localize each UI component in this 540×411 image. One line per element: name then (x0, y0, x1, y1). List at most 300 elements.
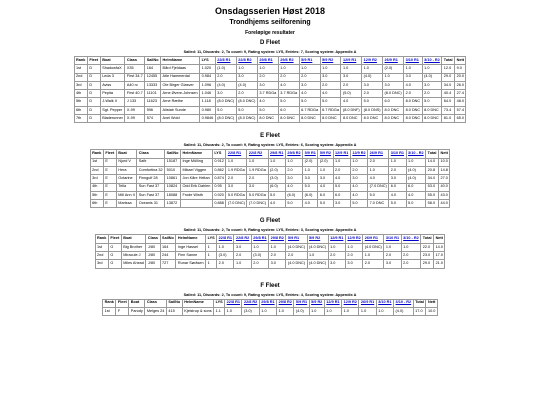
table-row (74, 106, 466, 114)
table-cell: 5010 (165, 166, 181, 174)
table-cell: 2.0 (236, 90, 257, 98)
table-cell: 11623 (145, 98, 161, 106)
table-cell: 5.0 (422, 98, 442, 106)
fleet-title: F Fleet (260, 282, 280, 289)
table-cell: 4.0 (257, 98, 278, 106)
table-cell: 64.0 (442, 98, 455, 106)
race-column-header[interactable]: 3/10 R1 (389, 150, 406, 158)
race-column-header[interactable]: 12/9 R2 (345, 235, 362, 243)
column-header: HelmName (161, 57, 200, 65)
table-cell: 2.0 (363, 260, 384, 268)
table-cell: 8.0 DNC (422, 115, 442, 123)
table-cell: 1.0 (307, 252, 328, 260)
table-cell: 574 (145, 115, 161, 123)
table-cell: 4.0 (299, 90, 320, 98)
table-cell: 5.0 (362, 98, 383, 106)
table-cell: First 34.7 (125, 73, 145, 81)
table-cell: (2.0) (383, 65, 404, 73)
table-cell: 5.0 (215, 106, 236, 114)
race-column-header[interactable]: 5/9 R2 (309, 299, 324, 307)
table-cell: 1.0 (225, 307, 242, 315)
table-cell: 1.0 (251, 243, 268, 251)
table-cell: 1.0 (309, 307, 324, 315)
table-cell: 27.4 (455, 90, 466, 98)
table-cell: 1.118 (200, 98, 216, 106)
table-cell: 2.0 (217, 260, 234, 268)
table-cell: 3.0 (362, 81, 383, 89)
results-table (74, 56, 467, 123)
column-header: Nett (434, 235, 445, 243)
table-cell: 3.0 (333, 200, 350, 208)
table-cell: D (87, 98, 100, 106)
fleet-meta: Sailed: 11, Discards: 2, To count: 9, Rating system: LYS, Entries: 7, Scoring system: Appendix A (183, 50, 357, 54)
table-cell: 3rd (74, 81, 87, 89)
table-cell: 3rd (95, 260, 108, 268)
table-cell: 8.0 DNC (404, 98, 423, 106)
table-cell: 1.0 (422, 65, 442, 73)
table-cell: 244 (160, 252, 176, 260)
table-cell: (4.0 DNC) (307, 260, 328, 268)
table-cell: 2.0 (389, 166, 406, 174)
table-cell: 5.0 (236, 106, 257, 114)
race-column-header[interactable]: 3/10 R1 (376, 299, 393, 307)
table-cell: Arne Øvere-Johnsen (161, 90, 200, 98)
table-cell: 5.0 (285, 200, 302, 208)
column-header: Total (413, 299, 426, 307)
table-cell: (2.0) (303, 158, 318, 166)
table-cell: 1.0 (277, 307, 294, 315)
race-column-header[interactable]: 5/9 R2 (320, 57, 341, 65)
table-row (95, 252, 445, 260)
column-header: Class (125, 57, 145, 65)
race-column-header[interactable]: 3/10 - R2 (422, 57, 442, 65)
table-row (90, 200, 450, 208)
table-cell: (4.0) (422, 73, 442, 81)
race-column-header[interactable]: 5/9 R1 (286, 235, 307, 243)
race-column-header[interactable]: 12/9 R2 (342, 299, 359, 307)
race-column-header[interactable]: 22/8 R2 (234, 235, 251, 243)
table-cell: 7th (74, 115, 87, 123)
table-row (90, 166, 450, 174)
table-cell: 57.4 (455, 106, 466, 114)
race-column-header[interactable]: 12/9 R1 (324, 299, 341, 307)
table-cell: 1.0 (384, 243, 401, 251)
table-cell: 11101 (145, 90, 161, 98)
table-cell: 26.0 (455, 81, 466, 89)
table-cell: 8.0 DNC (278, 115, 299, 123)
race-column-header[interactable]: 26/9 R1 (383, 57, 404, 65)
table-cell: Mikael Viggen (180, 166, 212, 174)
column-header: Fleet (103, 150, 116, 158)
table-cell: 0.920 (212, 191, 226, 199)
table-cell: Oceanis 31 (137, 200, 165, 208)
table-cell: Parody (129, 307, 145, 315)
table-cell: X-99 (125, 106, 145, 114)
table-cell: D (87, 115, 100, 123)
table-cell: 596 (145, 106, 161, 114)
table-cell: 3.7 RDGa (257, 90, 278, 98)
table-cell: E (103, 166, 116, 174)
column-header: LYS (200, 57, 216, 65)
table-cell: 6.0 (278, 106, 299, 114)
table-cell: 3.0 (234, 243, 251, 251)
table-cell: 3.0 (257, 81, 278, 89)
table-cell: (8.0 DNC) (236, 115, 257, 123)
table-cell: 8.0 DNC (404, 115, 423, 123)
table-cell: 1 (206, 243, 217, 251)
table-cell: 2.0 (368, 158, 389, 166)
table-cell: 1.0 (285, 158, 302, 166)
results-page (0, 6, 540, 316)
table-cell: (7.0 DNC) (226, 200, 247, 208)
results-status: Foreløpige resultater (245, 30, 295, 36)
table-cell: G (108, 252, 121, 260)
table-cell: 34.0 (426, 175, 439, 183)
table-cell: 8.0 DNC (383, 115, 404, 123)
race-column-header[interactable]: 29/8 R2 (285, 150, 302, 158)
table-cell: 164 (160, 243, 176, 251)
column-header: SailNo (165, 150, 181, 158)
table-cell: 13872 (165, 200, 181, 208)
results-table (102, 299, 438, 317)
race-column-header[interactable]: 5/9 R2 (318, 150, 333, 158)
table-cell: 12.0 (442, 65, 455, 73)
table-cell: 6th (90, 200, 103, 208)
table-cell: 48.0 (455, 98, 466, 106)
table-cell: 12455 (145, 73, 161, 81)
table-cell: Alistair Sunde (161, 106, 200, 114)
table-cell: 5.0 (299, 98, 320, 106)
table-cell: J/80 (146, 260, 160, 268)
table-cell: 2.0 (362, 90, 383, 98)
column-header: Class (145, 299, 167, 307)
table-cell: 1 (206, 260, 217, 268)
table-cell: 0.874 (212, 175, 226, 183)
table-cell: Sun Fast 37 (137, 183, 165, 191)
table-cell: 1.9 RDGa (247, 166, 268, 174)
table-cell: 5.0 (268, 191, 285, 199)
fleet-section (0, 218, 540, 268)
table-cell: (8.0 DNC) (215, 98, 236, 106)
table-cell: 27.0 (438, 175, 449, 183)
race-column-header[interactable]: 3/10 - R2 (406, 150, 426, 158)
table-cell: 6.0 (406, 183, 426, 191)
table-cell: E (103, 175, 116, 183)
table-cell: 1.0 (333, 158, 350, 166)
race-column-header[interactable]: 26/9 R1 (363, 235, 384, 243)
table-cell: 6th (74, 106, 87, 114)
table-row (74, 73, 466, 81)
table-cell: 4.0 (350, 183, 367, 191)
table-cell: 1.0 (268, 158, 285, 166)
table-cell: 3.0 (320, 73, 341, 81)
race-column-header[interactable]: 22/8 R2 (242, 299, 259, 307)
race-column-header[interactable]: 12/9 R1 (328, 235, 345, 243)
table-cell: Bård Fjeldaas (161, 65, 200, 73)
race-column-header[interactable]: 12/9 R1 (341, 57, 362, 65)
table-cell: 1.0 (342, 307, 359, 315)
table-cell: 4th (74, 90, 87, 98)
table-cell: 22.0 (421, 243, 434, 251)
table-cell: J/80 (146, 243, 160, 251)
table-cell: 10.0 (426, 307, 437, 315)
table-cell: 2.0 (341, 81, 362, 89)
race-column-header[interactable]: 29/8 R2 (277, 299, 294, 307)
column-header: Fleet (116, 299, 129, 307)
table-cell: X35 (125, 65, 145, 73)
table-cell: 1.0 (247, 158, 268, 166)
table-cell: Inge Hassel (176, 243, 206, 251)
table-header-row (103, 299, 438, 307)
table-cell: 5.0 (278, 98, 299, 106)
table-cell: 9.0 (455, 65, 466, 73)
table-cell: 5.0 (257, 106, 278, 114)
table-cell: 17.0 (413, 307, 426, 315)
race-column-header[interactable]: 3/10 - R2 (401, 235, 421, 243)
table-cell: 20.0 (455, 73, 466, 81)
table-cell: 1.020 (200, 65, 216, 73)
table-cell: (8.0 DNF) (341, 106, 362, 114)
table-cell: 4.0 (368, 175, 389, 183)
table-cell: 2.0 (422, 90, 442, 98)
table-cell: 1st (103, 307, 116, 315)
table-cell: (2.0) (268, 166, 285, 174)
column-header: Nett (455, 57, 466, 65)
table-cell: 3.0 (422, 81, 442, 89)
table-cell: 43.0 (438, 191, 449, 199)
table-cell: 1.0 (269, 243, 286, 251)
race-column-header[interactable]: 5/9 R1 (299, 57, 320, 65)
club-name: Trondhjems seilforening (229, 19, 311, 26)
table-cell: (4.0) (394, 307, 414, 315)
table-cell: ShadowfaX (100, 65, 125, 73)
table-cell: 20.8 (426, 166, 439, 174)
table-cell: 2.0 (350, 166, 367, 174)
table-cell: 4.0 (278, 81, 299, 89)
race-column-header[interactable]: 12/9 R2 (362, 57, 383, 65)
table-cell: 2.0 (299, 73, 320, 81)
table-cell: D (87, 65, 100, 73)
race-column-header[interactable]: 3/10 R1 (384, 235, 401, 243)
race-column-header[interactable]: 22/8 R1 (226, 150, 247, 158)
results-table (95, 234, 446, 268)
column-header: HelmName (182, 299, 213, 307)
race-column-header[interactable]: 22/8 R2 (247, 150, 268, 158)
table-cell: 1.0 (350, 158, 367, 166)
table-cell: 1.0 (324, 307, 341, 315)
table-cell: 6.0 (318, 191, 333, 199)
table-cell: Runar Sørāsen (176, 260, 206, 268)
table-cell: J-Walk II (100, 98, 125, 106)
table-row (74, 90, 466, 98)
table-cell: 55.0 (426, 191, 439, 199)
table-cell: 6.0 (333, 191, 350, 199)
table-cell: 34.0 (442, 81, 455, 89)
table-cell: Octarine (116, 175, 136, 183)
race-column-header[interactable]: 29/8 R2 (269, 235, 286, 243)
race-column-header[interactable]: 3/10 - R2 (394, 299, 414, 307)
table-cell: 4.0 (320, 90, 341, 98)
table-cell: 1.0 (259, 307, 276, 315)
table-cell: 1.0 (217, 243, 234, 251)
table-cell: 415 (166, 307, 182, 315)
table-cell: Big Brother (121, 243, 146, 251)
table-cell: 1st (74, 65, 87, 73)
table-cell: (4.0) (362, 73, 383, 81)
table-cell: 21.0 (434, 260, 445, 268)
race-column-header[interactable]: 29/8 R1 (257, 57, 278, 65)
table-cell: 1.0 (401, 243, 421, 251)
table-cell: 8.0 DNC (422, 106, 442, 114)
table-cell: 8.0 DNC (299, 115, 320, 123)
table-cell: 4.0 (350, 191, 367, 199)
table-cell: 8.0 DNC (362, 115, 383, 123)
table-cell: 1.0 (341, 65, 362, 73)
table-cell: 1st (95, 243, 108, 251)
column-header: Nett (426, 299, 437, 307)
table-cell: 2.0 (226, 175, 247, 183)
table-cell: D (87, 106, 100, 114)
table-cell: 0.95 (212, 183, 226, 191)
table-cell: 1.0 (376, 307, 393, 315)
table-cell: 1.0 (368, 166, 389, 174)
table-cell: 4.0 (268, 200, 285, 208)
race-column-header[interactable]: 26/9 R1 (359, 299, 376, 307)
table-cell: 8.0 DNC (341, 115, 362, 123)
table-cell: (4.0 DNC) (307, 243, 328, 251)
table-cell: (3.0) (242, 307, 259, 315)
table-cell: Finngulf 28 (137, 175, 165, 183)
table-cell: 14.8 (438, 166, 449, 174)
table-cell: 3rd (90, 175, 103, 183)
race-column-header[interactable]: 12/9 R2 (350, 150, 367, 158)
table-row (90, 191, 450, 199)
table-cell: 8.0 DNC (404, 106, 423, 114)
table-cell: 3.0 (404, 73, 423, 81)
table-cell: (4.0) (236, 81, 257, 89)
table-cell: 0.888 (212, 200, 226, 208)
table-cell: Bladerunner (100, 115, 125, 123)
table-cell: 1.0 (406, 158, 426, 166)
table-cell: 3.0 (328, 260, 345, 268)
table-cell: Melges 24 (145, 307, 167, 315)
table-cell: 2.0 (286, 252, 307, 260)
table-cell: (4.0 DNC) (286, 243, 307, 251)
table-cell: 5.0 (303, 183, 318, 191)
table-cell: 3.0 (318, 175, 333, 183)
table-cell: 14.0 (426, 158, 439, 166)
table-cell: 1.0 (320, 65, 341, 73)
race-column-header[interactable]: 22/8 R1 (217, 235, 234, 243)
table-cell: E (103, 183, 116, 191)
table-cell: 1.0 (363, 252, 384, 260)
page-title: Onsdagsserien Høst 2018 (214, 6, 326, 16)
table-cell: 3.0 (285, 175, 302, 183)
table-cell: E (103, 191, 116, 199)
table-cell: 29.0 (442, 73, 455, 81)
table-cell: 53.0 (426, 183, 439, 191)
table-cell: 4.0 (406, 191, 426, 199)
table-cell: (7.0 DNC) (368, 183, 389, 191)
table-cell: 1.0 (362, 65, 383, 73)
race-column-header[interactable]: 22/8 R2 (236, 57, 257, 65)
table-cell: 1.9 RDGa (226, 166, 247, 174)
table-cell: (6.0) (303, 191, 318, 199)
table-cell: (1.0) (215, 65, 236, 73)
race-column-header[interactable]: 12/9 R1 (333, 150, 350, 158)
table-cell: 1.046 (200, 90, 216, 98)
race-column-header[interactable]: 22/8 R1 (225, 299, 242, 307)
race-column-header[interactable]: 5/9 R1 (303, 150, 318, 158)
table-cell: Atle Hammerdal (161, 73, 200, 81)
table-row (74, 65, 466, 73)
race-column-header[interactable]: 22/8 R1 (215, 57, 236, 65)
race-column-header[interactable]: 5/9 R2 (307, 235, 328, 243)
table-cell: 1 (206, 252, 217, 260)
table-cell: 8.0 DNC (383, 106, 404, 114)
table-cell: 5.0 (350, 200, 367, 208)
table-cell: 10824 (165, 183, 181, 191)
table-cell: Miracule J (121, 252, 146, 260)
table-row (103, 307, 438, 315)
race-column-header[interactable]: 29/8 R1 (251, 235, 268, 243)
table-cell: 1.0 (303, 166, 318, 174)
table-cell: 2.0 (384, 252, 401, 260)
table-cell: Sgt. Pepper (100, 106, 125, 114)
table-cell: 1.0 (328, 243, 345, 251)
race-column-header[interactable]: 26/9 R1 (368, 150, 389, 158)
table-cell: (8.0 DNC) (236, 98, 257, 106)
fleet-title: E Fleet (260, 133, 280, 140)
table-cell: 23.0 (421, 252, 434, 260)
race-column-header[interactable]: 5/9 R1 (294, 299, 309, 307)
table-cell: 5.0 RDGa (247, 191, 268, 199)
column-header: Rank (74, 57, 87, 65)
fleet-title: G Fleet (259, 218, 281, 225)
column-header: Rank (90, 150, 103, 158)
race-column-header[interactable]: 29/8 R1 (268, 150, 285, 158)
table-cell (180, 200, 212, 208)
table-cell: X-99 (125, 115, 145, 123)
race-column-header[interactable]: 29/8 R1 (259, 299, 276, 307)
table-cell: E (103, 200, 116, 208)
table-cell: 3.0 (303, 175, 318, 183)
table-cell: Sun Fast 37 (137, 191, 165, 199)
table-cell: 1.0 (257, 65, 278, 73)
table-cell: 5th (90, 191, 103, 199)
table-cell: Finn Sanne (176, 252, 206, 260)
table-cell: (3.0) (251, 252, 268, 260)
column-header: HelmName (180, 150, 212, 158)
table-cell: (8.0 DNC) (383, 90, 404, 98)
table-cell: First 40.7 (125, 90, 145, 98)
race-column-header[interactable]: 3/10 R1 (404, 57, 423, 65)
table-cell: 3.0 (341, 73, 362, 81)
race-column-header[interactable]: 29/8 R2 (278, 57, 299, 65)
table-row (74, 81, 466, 89)
table-row (74, 115, 466, 123)
table-cell: 4.0 (303, 200, 318, 208)
table-cell: 2.0 (401, 252, 421, 260)
table-cell: 1.0 (234, 260, 251, 268)
table-cell: (3.0) (268, 175, 285, 183)
table-cell: 2.0 (234, 252, 251, 260)
table-cell: 13333 (145, 81, 161, 89)
column-header: HelmName (176, 235, 206, 243)
column-header: Boat (121, 235, 146, 243)
table-cell: Frode Wisth (180, 191, 212, 199)
table-cell: (4.0) (406, 166, 426, 174)
